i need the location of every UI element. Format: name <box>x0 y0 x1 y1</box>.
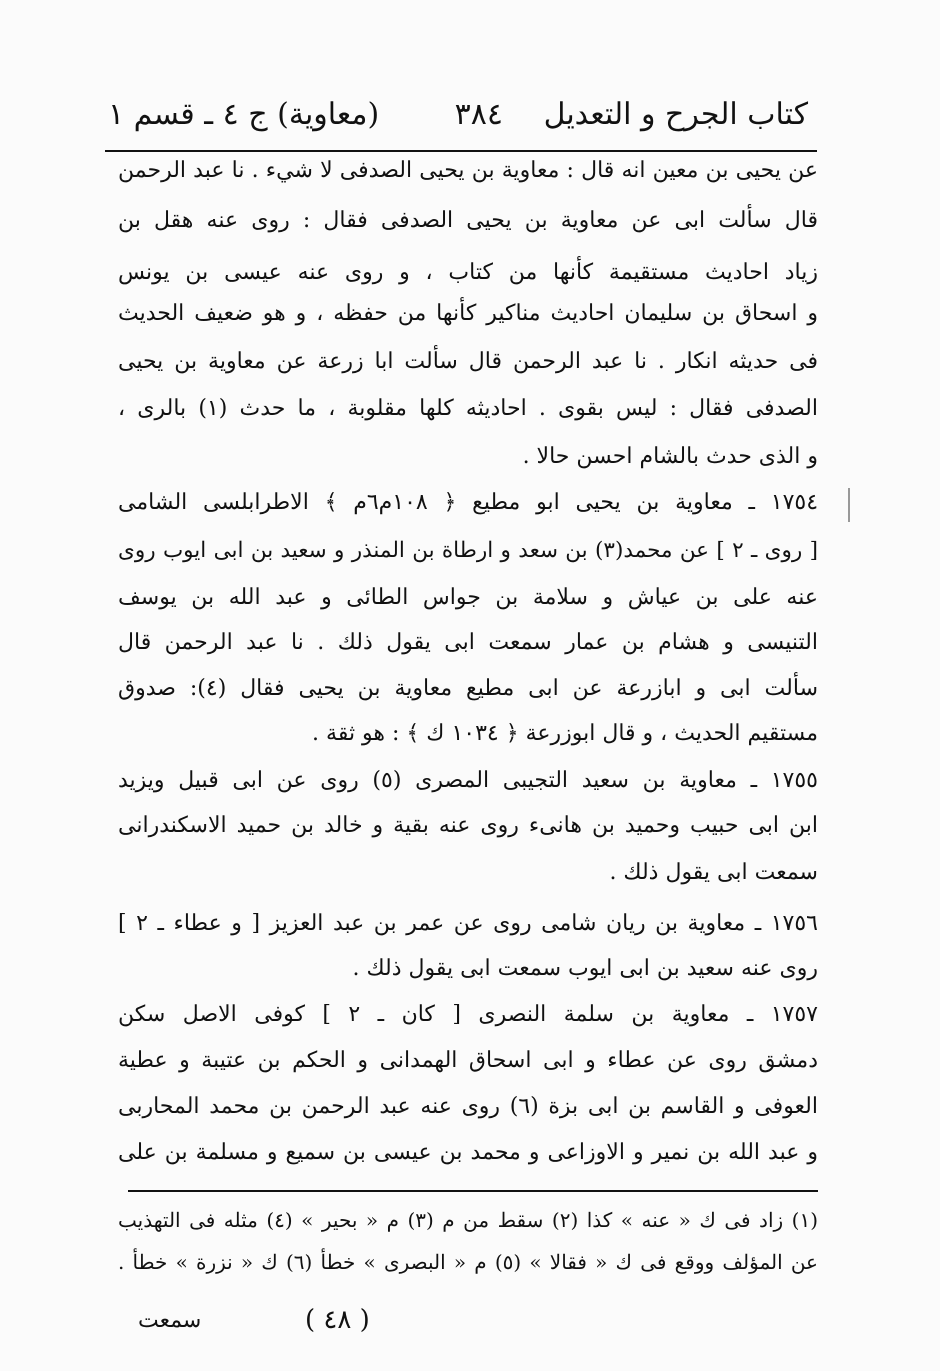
running-header <box>108 86 808 142</box>
text-line: ابن ابى حبيب وحميد بن هانىء روى عنه بقية و خالد بن حميد الاسكندرانى <box>118 813 818 838</box>
text-line: الصدفى فقال : ليس بقوى . احاديثه كلها مقلوبة ، ما حدث (١) بالرى ، <box>118 396 818 421</box>
entry-1754-heading: ١٧٥٤ ـ معاوية بن يحيى ابو مطيع ﴿ ١٠٨م٦م ﴾ الاطرابلسى الشامى <box>118 490 819 515</box>
text-line: العوفى و القاسم بن ابى بزة (٦) روى عنه عبد الرحمن بن محمد المحاربى <box>118 1094 818 1119</box>
entry-1755-heading: ١٧٥٥ ـ معاوية بن سعيد التجيبى المصرى (٥) روى عن ابى قبيل ويزيد <box>118 768 818 793</box>
text-line: و الذى حدث بالشام احسن حالا . <box>522 444 818 469</box>
footnote-rule <box>128 1190 818 1192</box>
page-number: ٣٨٤ <box>454 96 503 132</box>
text-line: روى عنه سعيد بن ابى ايوب سمعت ابى يقول ذلك . <box>352 956 818 981</box>
text-line: سألت ابى و ابازرعة عن ابى مطيع معاوية بن يحيى فقال (٤): صدوق <box>118 676 818 701</box>
text-line: فى حديثه انكار . نا عبد الرحمن قال سألت ابا زرعة عن معاوية بن يحيى <box>118 349 818 374</box>
volume-section: (معاوية) ج ٤ ـ قسم ١ <box>108 96 380 132</box>
margin-mark <box>848 488 850 522</box>
text-line: و اسحاق بن سليمان احاديث مناكير كأنها من حفظه ، و هو ضعيف الحديث <box>118 301 818 326</box>
text-line: عن يحيى بن معين انه قال : معاوية بن يحيى الصدفى لا شيء . نا عبد الرحمن <box>118 158 818 183</box>
signature-mark: ( ٤٨ ) <box>305 1305 370 1335</box>
entry-1756-heading: ١٧٥٦ ـ معاوية بن ريان شامى روى عن عمر بن عبد العزيز [ و عطاء ـ ٢ ] <box>118 911 818 936</box>
text-line: [ روى ـ ٢ ] عن محمد(٣) بن سعد و ارطاة بن المنذر و سعيد بن ابى ايوب روى <box>118 538 818 563</box>
entry-1757-heading: ١٧٥٧ ـ معاوية بن سلمة النصرى [ كان ـ ٢ ] كوفى الاصل سكن <box>118 1002 818 1027</box>
text-line: دمشق روى عن عطاء و ابى اسحاق الهمدانى و الحكم بن عتيبة و عطية <box>118 1048 818 1073</box>
text-line: و عبد الله بن نمير و الاوزاعى و محمد بن عيسى بن سميع و مسلمة بن على <box>118 1140 818 1165</box>
text-line: زياد احاديث مستقيمة كأنها من كتاب ، و روى عنه عيسى بن يونس <box>118 260 818 285</box>
footnote-line: عن المؤلف ووقع فى ك « فقالا » (٥) م « البصرى » خطأ (٦) ك « نزرة » خطأ . <box>118 1250 818 1274</box>
text-line: مستقيم الحديث ، و قال ابوزرعة ﴿ ١٠٣٤ ك ﴾ : هو ثقة . <box>312 721 818 746</box>
catchword: سمعت <box>138 1308 202 1333</box>
text-line: التنيسى و هشام بن عمار سمعت ابى يقول ذلك . نا عبد الرحمن قال <box>118 630 818 655</box>
header-rule <box>105 150 817 152</box>
footnote-line: (١) زاد فى ك « عنه » كذا (٢) سقط من م (٣) م « بحير » (٤) مثله فى التهذيب <box>118 1208 818 1232</box>
book-title: كتاب الجرح و التعديل <box>543 96 808 132</box>
text-line: سمعت ابى يقول ذلك . <box>609 860 818 885</box>
text-line: قال سألت ابى عن معاوية بن يحيى الصدفى فقال : روى عنه هقل بن <box>118 208 818 233</box>
text-line: عنه على بن عياش و سلامة بن جواس الطائى و عبد الله بن يوسف <box>118 585 818 610</box>
